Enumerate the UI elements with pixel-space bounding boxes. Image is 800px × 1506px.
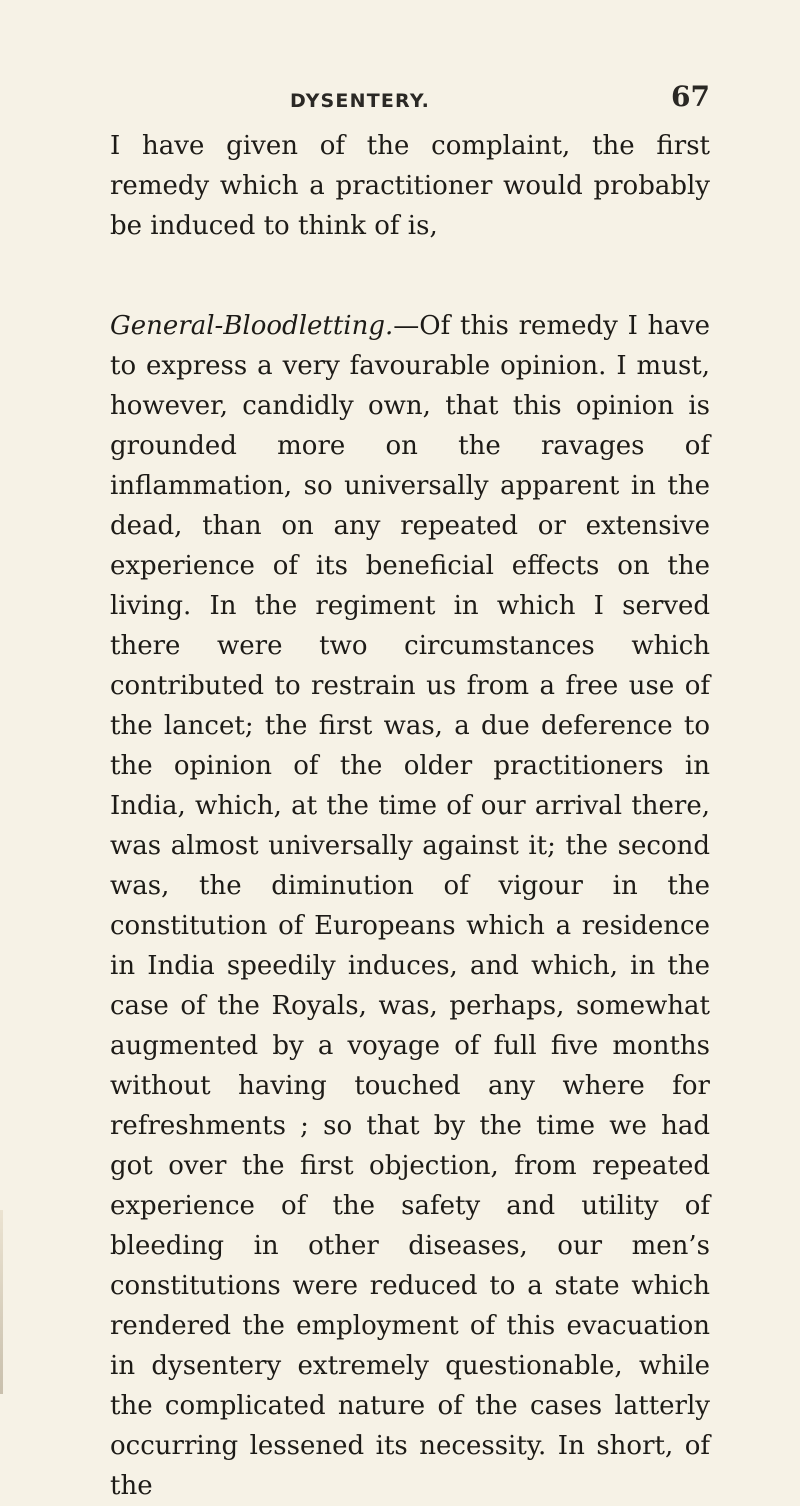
running-head: [100, 82, 710, 114]
paragraph-intro: I have given of the complaint, the first remedy which a practitioner would probably be induced to think of is,: [110, 131, 710, 241]
text-block: [110, 126, 710, 1506]
section-lead-heading: General-Bloodletting.: [110, 311, 394, 341]
paragraph-body: —Of this remedy I have to express a very favourable opinion. I must, however, candidly own, that this opinion is grounded more on the ravages of inflammation, so universally apparent in the dead, than on any repeated or extensive experience of its beneficial effects on the living. In the regiment in which I served there were two circumstances which contributed to restrain us from a free use of the lancet; the first was, a due deference to the opinion of the older practitioners in India, which, at the time of our arrival there, was almost universally against it; the second was, the diminution of vigour in the constitution of Europeans which a residence in India speedily induces, and which, in the case of the Royals, was, perhaps, somewhat augmented by a voyage of full five months without having touched any where for refreshments ; so that by the time we had got over the first objection, from repeated experience of the safety and utility of bleeding in other diseases, our men’s constitutions were reduced to a state which rendered the employment of this evacuation in dysentery extremely questionable, while the complicated nature of the cases latterly occurring lessened its necessity. In short, of the: [110, 311, 710, 1501]
paragraph-general-bloodletting: [110, 306, 710, 1506]
page-edge-shadow: [0, 1210, 3, 1394]
header-title: DYSENTERY.: [290, 90, 431, 112]
page-number: 67: [671, 80, 710, 113]
